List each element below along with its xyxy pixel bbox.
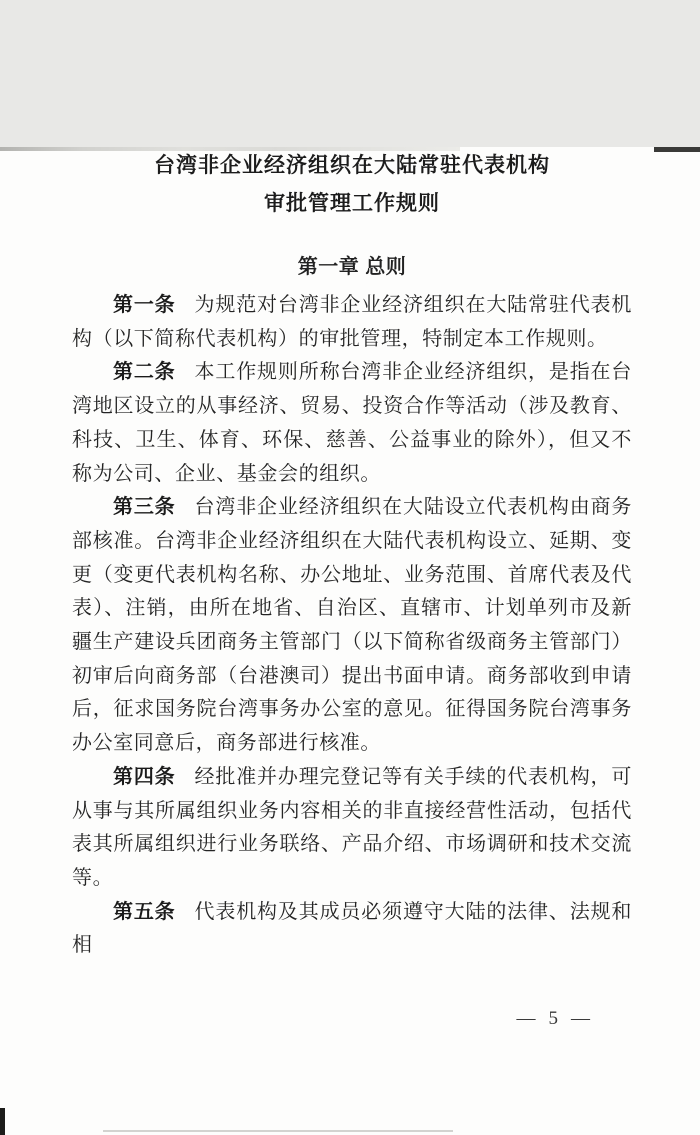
document-content — [0, 147, 700, 1029]
document-body — [72, 289, 632, 963]
article-label: 第三条 — [113, 496, 176, 519]
page-footer — [517, 1008, 591, 1030]
article-paragraph — [72, 491, 632, 761]
chapter-heading: 第一章 总则 — [297, 256, 407, 278]
article-label: 第二条 — [113, 361, 176, 384]
page-number: 5 — [548, 1008, 558, 1029]
scan-edge-bottom-left-artifact — [0, 1108, 5, 1135]
article-label: 第五条 — [113, 900, 176, 923]
title-line-1: 台湾非企业经济组织在大陆常驻代表机构 — [154, 154, 550, 177]
title-line-2: 审批管理工作规则 — [264, 192, 440, 215]
article-label: 第一条 — [113, 294, 176, 316]
article-label: 第四条 — [113, 765, 176, 788]
article-text: 代表机构及其成员必须遵守大陆的法律、法规和相 — [72, 900, 632, 957]
article-paragraph — [72, 896, 632, 963]
scan-line-bottom-artifact — [103, 1130, 453, 1132]
article-paragraph — [72, 289, 632, 356]
article-paragraph — [72, 356, 632, 491]
page-number-dash-right: — — [571, 1008, 590, 1029]
article-text: 本工作规则所称台湾非企业经济组织，是指在台湾地区设立的从事经济、贸易、投资合作等活动（涉及教育、科技、卫生、体育、环保、慈善、公益事业的除外），但又不称为公司、企业、基金会的组织。 — [72, 361, 632, 485]
article-text: 为规范对台湾非企业经济组织在大陆常驻代表机构（以下简称代表机构）的审批管理，特制定本工作规则。 — [72, 294, 632, 350]
article-paragraph — [72, 761, 632, 896]
page-number-dash-left: — — [516, 1008, 536, 1029]
article-text: 经批准并办理完登记等有关手续的代表机构，可从事与其所属组织业务内容相关的非直接经营性活动，包括代表其所属组织进行业务联络、产品介绍、市场调研和技术交流等。 — [72, 765, 632, 889]
scanned-document-page — [0, 147, 700, 1135]
article-text: 台湾非企业经济组织在大陆设立代表机构由商务部核准。台湾非企业经济组织在大陆代表机构设立、延期、变更（变更代表机构名称、办公地址、业务范围、首席代表及代表）、注销，由所在地省、自治区、直辖市、计划单列市及新疆生产建设兵团商务主管部门（以下简称省级商务主管部门）初审后向商务部（台港澳司）提出书面申请。商务部收到申请后，征求国务院台湾事务办公室的意见。征得国务院台湾事务办公室同意后，商务部进行核准。 — [72, 496, 632, 755]
page-title — [72, 147, 632, 223]
